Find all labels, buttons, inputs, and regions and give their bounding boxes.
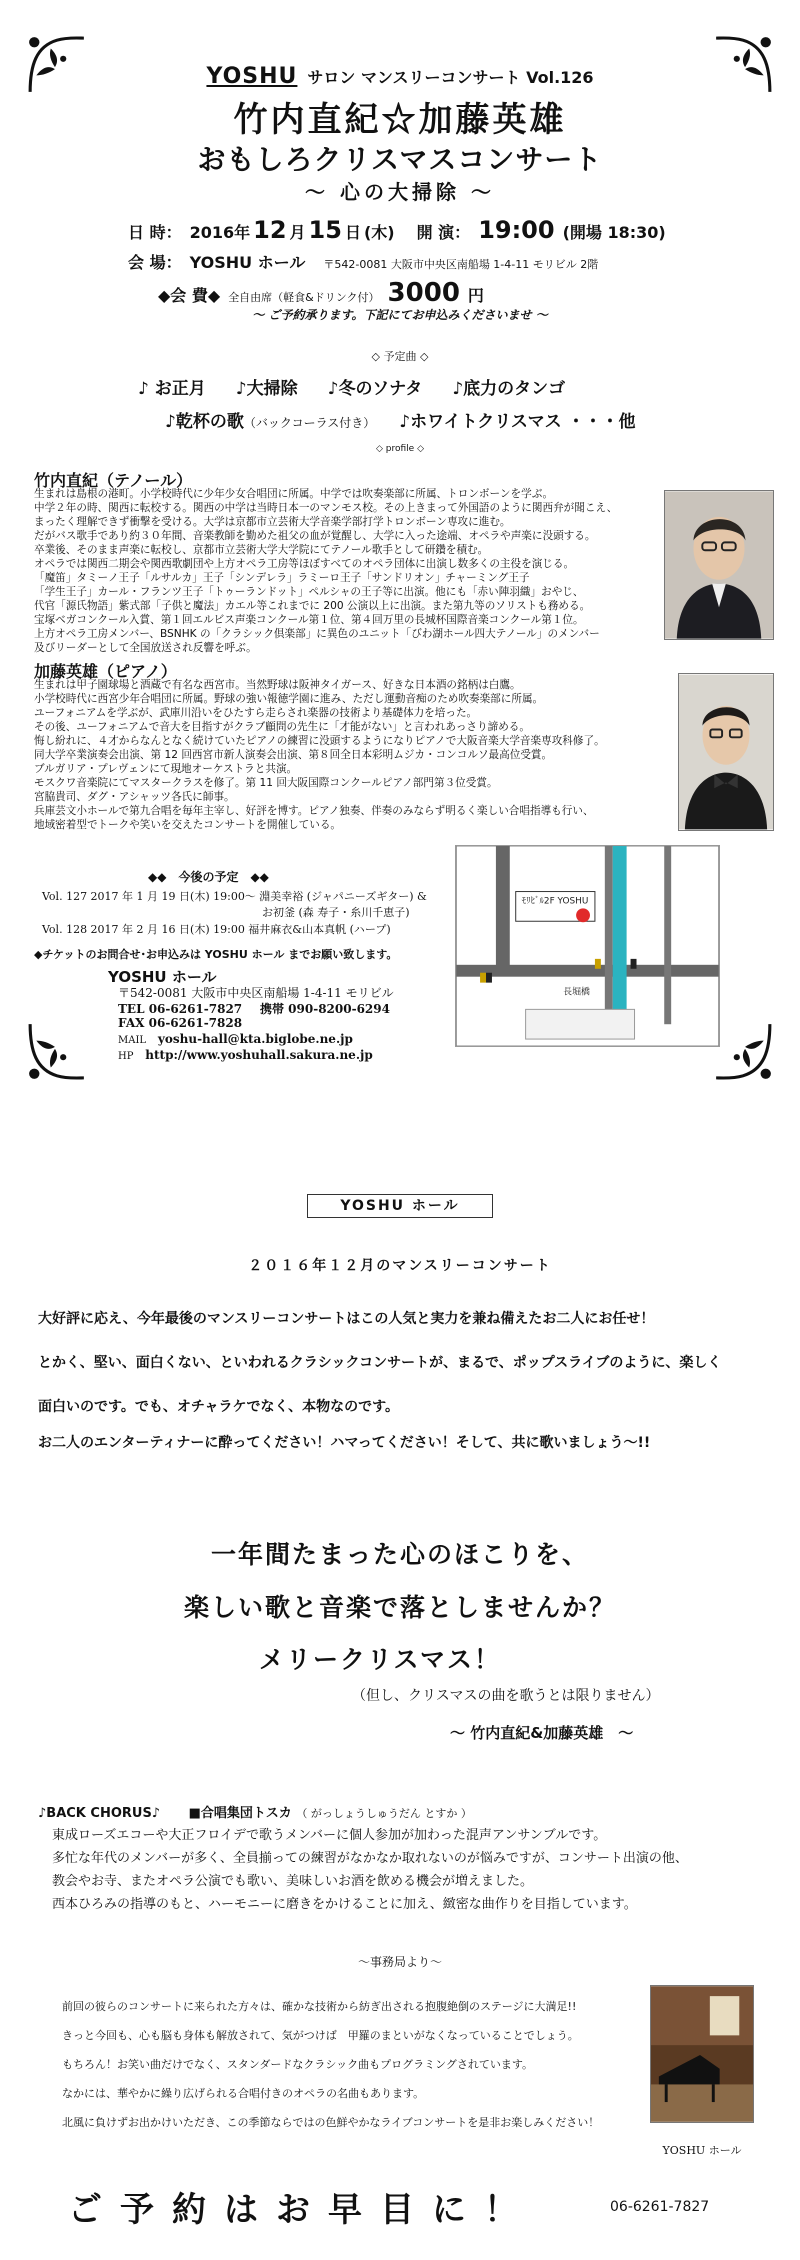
- office-message-line: きっと今回も、心も脳も身体も解放されて、気がつけば 甲羅のまといがなくなっていることでしょう。: [62, 2029, 579, 2042]
- back-chorus-heading: [38, 1802, 472, 1821]
- hall-phones: [118, 1000, 390, 1017]
- venue-address: 〒542-0081 大阪市中央区南船場 1-4-11 モリビル 2階: [323, 258, 599, 271]
- date-label: 日 時：: [128, 223, 182, 242]
- song-item: [165, 407, 375, 432]
- hall-tel[interactable]: TEL 06-6261-7827: [118, 1002, 243, 1016]
- performer1-name: 竹内直紀（テノール）: [34, 471, 193, 490]
- song-item: ♪底力のタンゴ: [452, 379, 566, 399]
- hall-address: 〒542-0081 大阪市中央区南船場 1-4-11 モリビル: [118, 986, 394, 1000]
- bio-line: だがバス歌手であり約３０年間、音楽教師を勤めた祖父の血が覚醒し、大学に入った途端、オペラや声楽に没頭する。: [34, 530, 596, 542]
- bio-line: 生まれは甲子園球場と酒蔵で有名な西宮市。当然野球は阪神タイガース、好きな日本酒の銘柄は白鷹。: [34, 679, 521, 691]
- performers-signature: ～ 竹内直紀&加藤英雄 ～: [450, 1724, 634, 1742]
- performer2-photo: [678, 673, 774, 831]
- office-message-heading: ～事務局より～: [357, 1955, 442, 1969]
- song-item: ♪ お正月: [138, 379, 206, 399]
- map-subway-line: [613, 846, 627, 1024]
- bio-line: ユーフォニアムを学ぶが、武庫川沿いをひたすら走らされ楽器の技術より基礎体力を培った。: [34, 707, 478, 719]
- intro-paragraph-line: 大好評に応え、今年最後のマンスリーコンサートはこの人気と実力を兼ね備えたお二人にお任せ！: [38, 1311, 655, 1327]
- date-year: 2016年: [189, 223, 251, 242]
- start-label: 開 演：: [416, 223, 471, 242]
- song-item: ♪冬のソナタ: [327, 379, 423, 399]
- photo-caption: YOSHU ホール: [662, 2144, 742, 2157]
- bio-line: 中学２年の時、関西に転校する。関西の中学は当時日本一のマンモス校。その上きまって外国語のように関西弁が聞こえ、: [34, 502, 618, 514]
- chorus-description-line: 東成ローズエコーや大正フロイデで歌うメンバーに個人参加が加わった混声アンサンブルです。: [52, 1828, 607, 1843]
- bio-line: 宝塚ベガコンクール入賞、第１回エルビス声楽コンクール第１位、第４回万里の長城杯国際音楽コンクール第１位。: [34, 614, 584, 626]
- intro-paragraph-line: 面白いのです。でも、オチャラケでなく、本物なのです。: [38, 1399, 400, 1415]
- future-event-1: Vol. 127 2017 年 1 月 19 日(木) 19:00～ 淵美幸裕 (ジャパニーズギター) &: [42, 890, 427, 903]
- website-link[interactable]: http://www.yoshuhall.sakura.ne.jp: [145, 1048, 373, 1062]
- future-event-2: Vol. 128 2017 年 2 月 16 日(木) 19:00 福井麻衣&山本真帆 (ハープ): [42, 923, 391, 936]
- bio-line: 及びリーダーとして全国放送され反響を呼ぶ。: [34, 642, 257, 654]
- reservation-call-to-action: ご予約はお早目に！: [68, 2190, 536, 2230]
- map-building-label: ﾓﾘﾋﾞﾙ2F YOSHU: [521, 896, 589, 907]
- message-footnote: （但し、クリスマスの曲を歌うとは限りません）: [352, 1688, 660, 1704]
- date-value: [190, 216, 395, 244]
- map-road: [456, 965, 718, 977]
- map-road: [605, 846, 613, 1024]
- yoshu-logo: YOSHU: [206, 64, 298, 89]
- chorus-group-name: ■合唱集団トスカ: [188, 1806, 292, 1821]
- corner-ornament-bottom-left: [26, 1020, 88, 1082]
- bio-line: 悔し紛れに、４才からなんとなく続けていたピアノの練習に没頭するようになりピアノで大阪音楽大学音楽専攻科修了。: [34, 735, 605, 747]
- fee-unit: 円: [467, 286, 484, 305]
- venue-row: [128, 250, 598, 273]
- ticket-inquiry-note: ◆チケットのお問合せ･お申込みは YOSHU ホール までお願い致します。: [34, 948, 398, 961]
- monthly-concert-heading: ２０１６年１２月のマンスリーコンサート: [248, 1258, 552, 1274]
- office-message-line: もちろん！お笑い曲だけでなく、スタンダードなクラシック曲もプログラミングされています。: [62, 2058, 534, 2071]
- date-weekday: (木): [363, 223, 395, 242]
- office-message-line: 前回の彼らのコンサートに来られた方々は、確かな技術から紡ぎ出される抱腹絶倒のステージに大満足!!: [62, 2000, 577, 2013]
- corner-ornament-bottom-right: [712, 1020, 774, 1082]
- hall-piano-photo: [650, 1985, 754, 2123]
- date-month-unit: 月: [289, 223, 306, 242]
- message-line: メリークリスマス！: [258, 1645, 501, 1674]
- chorus-description-line: 西本ひろみの指導のもと、ハーモニーに磨きをかけることに加え、緻密な曲作りを目指しています。: [52, 1897, 637, 1912]
- series-header: [0, 64, 800, 89]
- office-message-line: なかには、華やかに繰り広げられる合唱付きのオペラの名曲もあります。: [62, 2087, 425, 2100]
- concert-title: おもしろクリスマスコンサート: [197, 143, 603, 176]
- bio-line: 同大学卒業演奏会出演、第 12 回西宮市新人演奏会出演、第８回全日本彩明ムジカ・コンコルソ最高位受賞。: [34, 749, 553, 761]
- bio-line: 「魔笛」タミーノ王子「ルサルカ」王子「シンデレラ」ラミーロ王子「サンドリオン」チャーミング王子: [34, 572, 530, 584]
- hall-fax: [118, 1016, 242, 1030]
- fee-label: ◆会 費◆: [158, 286, 221, 305]
- hall-mobile[interactable]: 携帯 090-8200-6294: [259, 1002, 390, 1016]
- song-title: ♪乾杯の歌: [165, 412, 244, 432]
- doors-open: (開場 18:30): [562, 223, 666, 242]
- performer1-photo: [664, 490, 774, 640]
- intro-paragraph-line: とかく、堅い、面白くない、といわれるクラシックコンサートが、まるで、ポップスライブのように、楽しく: [38, 1355, 722, 1371]
- bio-line: 代官「源氏物語」紫式部「子供と魔法」カエル等これまでに 200 公演以上に出演。また第九等のソリストも務める。: [34, 600, 591, 612]
- song-note: （バックコーラス付き）: [243, 416, 376, 430]
- chorus-group-reading: （ がっしょうしゅうだん とすか ）: [296, 1807, 472, 1820]
- bio-line: 小学校時代に西宮少年合唱団に所属。野球の強い報徳学園に進み、ただし運動音痴のため吹奏楽部に所属。: [34, 693, 544, 705]
- bio-line: 兵庫芸文小ホールで第九合唱を毎年主宰し、好評を博す。ピアノ独奏、伴奏のみならず明るく楽しい合唱指導も行い、: [34, 805, 594, 817]
- map-location-pin-icon: [576, 908, 590, 922]
- hall-mail: [118, 1032, 353, 1046]
- start-time: 19:00: [478, 216, 555, 244]
- future-schedule-heading: ◆◆ 今後の予定 ◆◆: [148, 870, 269, 884]
- message-line: 楽しい歌と音楽で落としませんか？: [183, 1593, 616, 1622]
- map-road: [496, 846, 510, 975]
- fee-detail: 全自由席（軽食&ドリンク付）: [228, 291, 380, 304]
- performers-title: 竹内直紀☆加藤英雄: [233, 100, 567, 140]
- bio-line: 「学生王子」カール・フランツ王子「トゥーランドット」ペルシャの王子等に出演。他にも「赤い陣羽織」おやじ、: [34, 586, 584, 598]
- program-heading: ◇ 予定曲 ◇: [371, 350, 429, 363]
- bio-line: 宮脇貴司、ダグ・アシャッツ各氏に師事。: [34, 791, 235, 803]
- hall-name: YOSHU ホール: [108, 968, 217, 986]
- date-day-unit: 日: [344, 223, 361, 242]
- reservation-phone[interactable]: 06-6261-7827: [610, 2199, 710, 2215]
- bio-line: その後、ユーフォニアムで音大を目指すがクラブ顧問の先生に「才能がない」と言われあっさり諦める。: [34, 721, 530, 733]
- bio-line: ブルガリア・プレヴェンにて現地オーケストラと共演。: [34, 763, 298, 775]
- hp-label: HP: [118, 1051, 134, 1062]
- intro-paragraph-line: お二人のエンターティナーに酔ってください！ハマってください！そして、共に歌いましょう～!!: [38, 1435, 651, 1451]
- performer2-bio: [34, 678, 654, 832]
- hall-fax-value: FAX 06-6261-7828: [118, 1016, 243, 1030]
- series-label: サロン マンスリーコンサート Vol.126: [307, 68, 594, 87]
- fee-amount: 3000: [387, 278, 460, 308]
- future-event-1-guest: お初釜 (森 寿子・糸川千恵子): [262, 906, 410, 919]
- mail-link[interactable]: yoshu-hall@kta.biglobe.ne.jp: [157, 1032, 353, 1046]
- date-month: 12: [253, 216, 287, 244]
- chorus-description-line: 教会やお寺、またオペラ公演でも歌い、美味しいお酒を飲める機会が増えました。: [52, 1874, 534, 1889]
- message-line: 一年間たまった心のほこりを、: [210, 1540, 589, 1569]
- date-day: 15: [308, 216, 342, 244]
- date-row: [128, 216, 666, 244]
- reservation-note: ～ ご予約承ります。下記にてお申込みくださいませ ～: [252, 308, 548, 322]
- access-map: [455, 845, 720, 1047]
- map-legend-box: [526, 1009, 635, 1039]
- performer1-bio: [34, 487, 654, 655]
- bio-line: オペラでは関西二期会や関西歌劇団や上方オペラ工房等ほぼすべてのオペラ団体に出演し数多くの主役を演じる。: [34, 558, 575, 570]
- bio-line: まったく理解できず衝撃を受ける。大学は京都市立芸術大学音楽学部打学トロンボーン専攻に進む。: [34, 516, 511, 528]
- venue-label: 会 場：: [128, 253, 182, 272]
- bio-line: 生まれは島根の港町。小学校時代に少年少女合唱団に所属。中学では吹奏楽部に所属、トロンボーンを学ぶ。: [34, 488, 554, 500]
- profile-heading: ◇ profile ◇: [376, 444, 424, 454]
- song-item: ♪ホワイトクリスマス ・・・他: [399, 412, 636, 432]
- hall-website: [118, 1048, 373, 1062]
- venue-name: YOSHU ホール: [189, 253, 306, 272]
- office-message-line: 北風に負けずお出かけいただき、この季節ならではの色鮮やかなライブコンサートを是非お楽しみください！: [62, 2116, 600, 2129]
- bio-line: 上方オペラ工房メンバー、BSNHK の「クラシック倶楽部」に異色のユニット「びわ湖ホール四大テノール」のメンバー: [34, 628, 600, 640]
- hall-title-box: YOSHU ホール: [307, 1194, 493, 1218]
- bio-line: 卒業後、そのまま声楽に転校し、京都市立芸術大学大学院にてテノール歌手として研鑽を積む。: [34, 544, 489, 556]
- fee-row: [158, 278, 484, 308]
- performer2-name: 加藤英雄（ピアノ）: [34, 662, 177, 681]
- song-item: ♪大掃除: [235, 379, 298, 399]
- map-station-label: 長堀橋: [563, 987, 590, 998]
- song-list-row1: [138, 374, 565, 399]
- back-chorus-label: ♪BACK CHORUS♪: [38, 1806, 161, 1821]
- song-list-row2: [165, 407, 636, 432]
- map-road: [664, 846, 671, 1024]
- bio-line: モスクワ音楽院にてマスタークラスを修了。第 11 回大阪国際コンクールピアノ部門第３位受賞。: [34, 777, 498, 789]
- concert-subtitle: ～ 心の大掃除 ～: [305, 180, 495, 204]
- chorus-description-line: 多忙な年代のメンバーが多く、全員揃っての練習がなかなか取れないのが悩みですが、コンサート出演の他、: [52, 1851, 688, 1866]
- bio-line: 地域密着型でトークや笑いを交えたコンサートを開催している。: [34, 819, 342, 831]
- mail-label: MAIL: [118, 1035, 147, 1046]
